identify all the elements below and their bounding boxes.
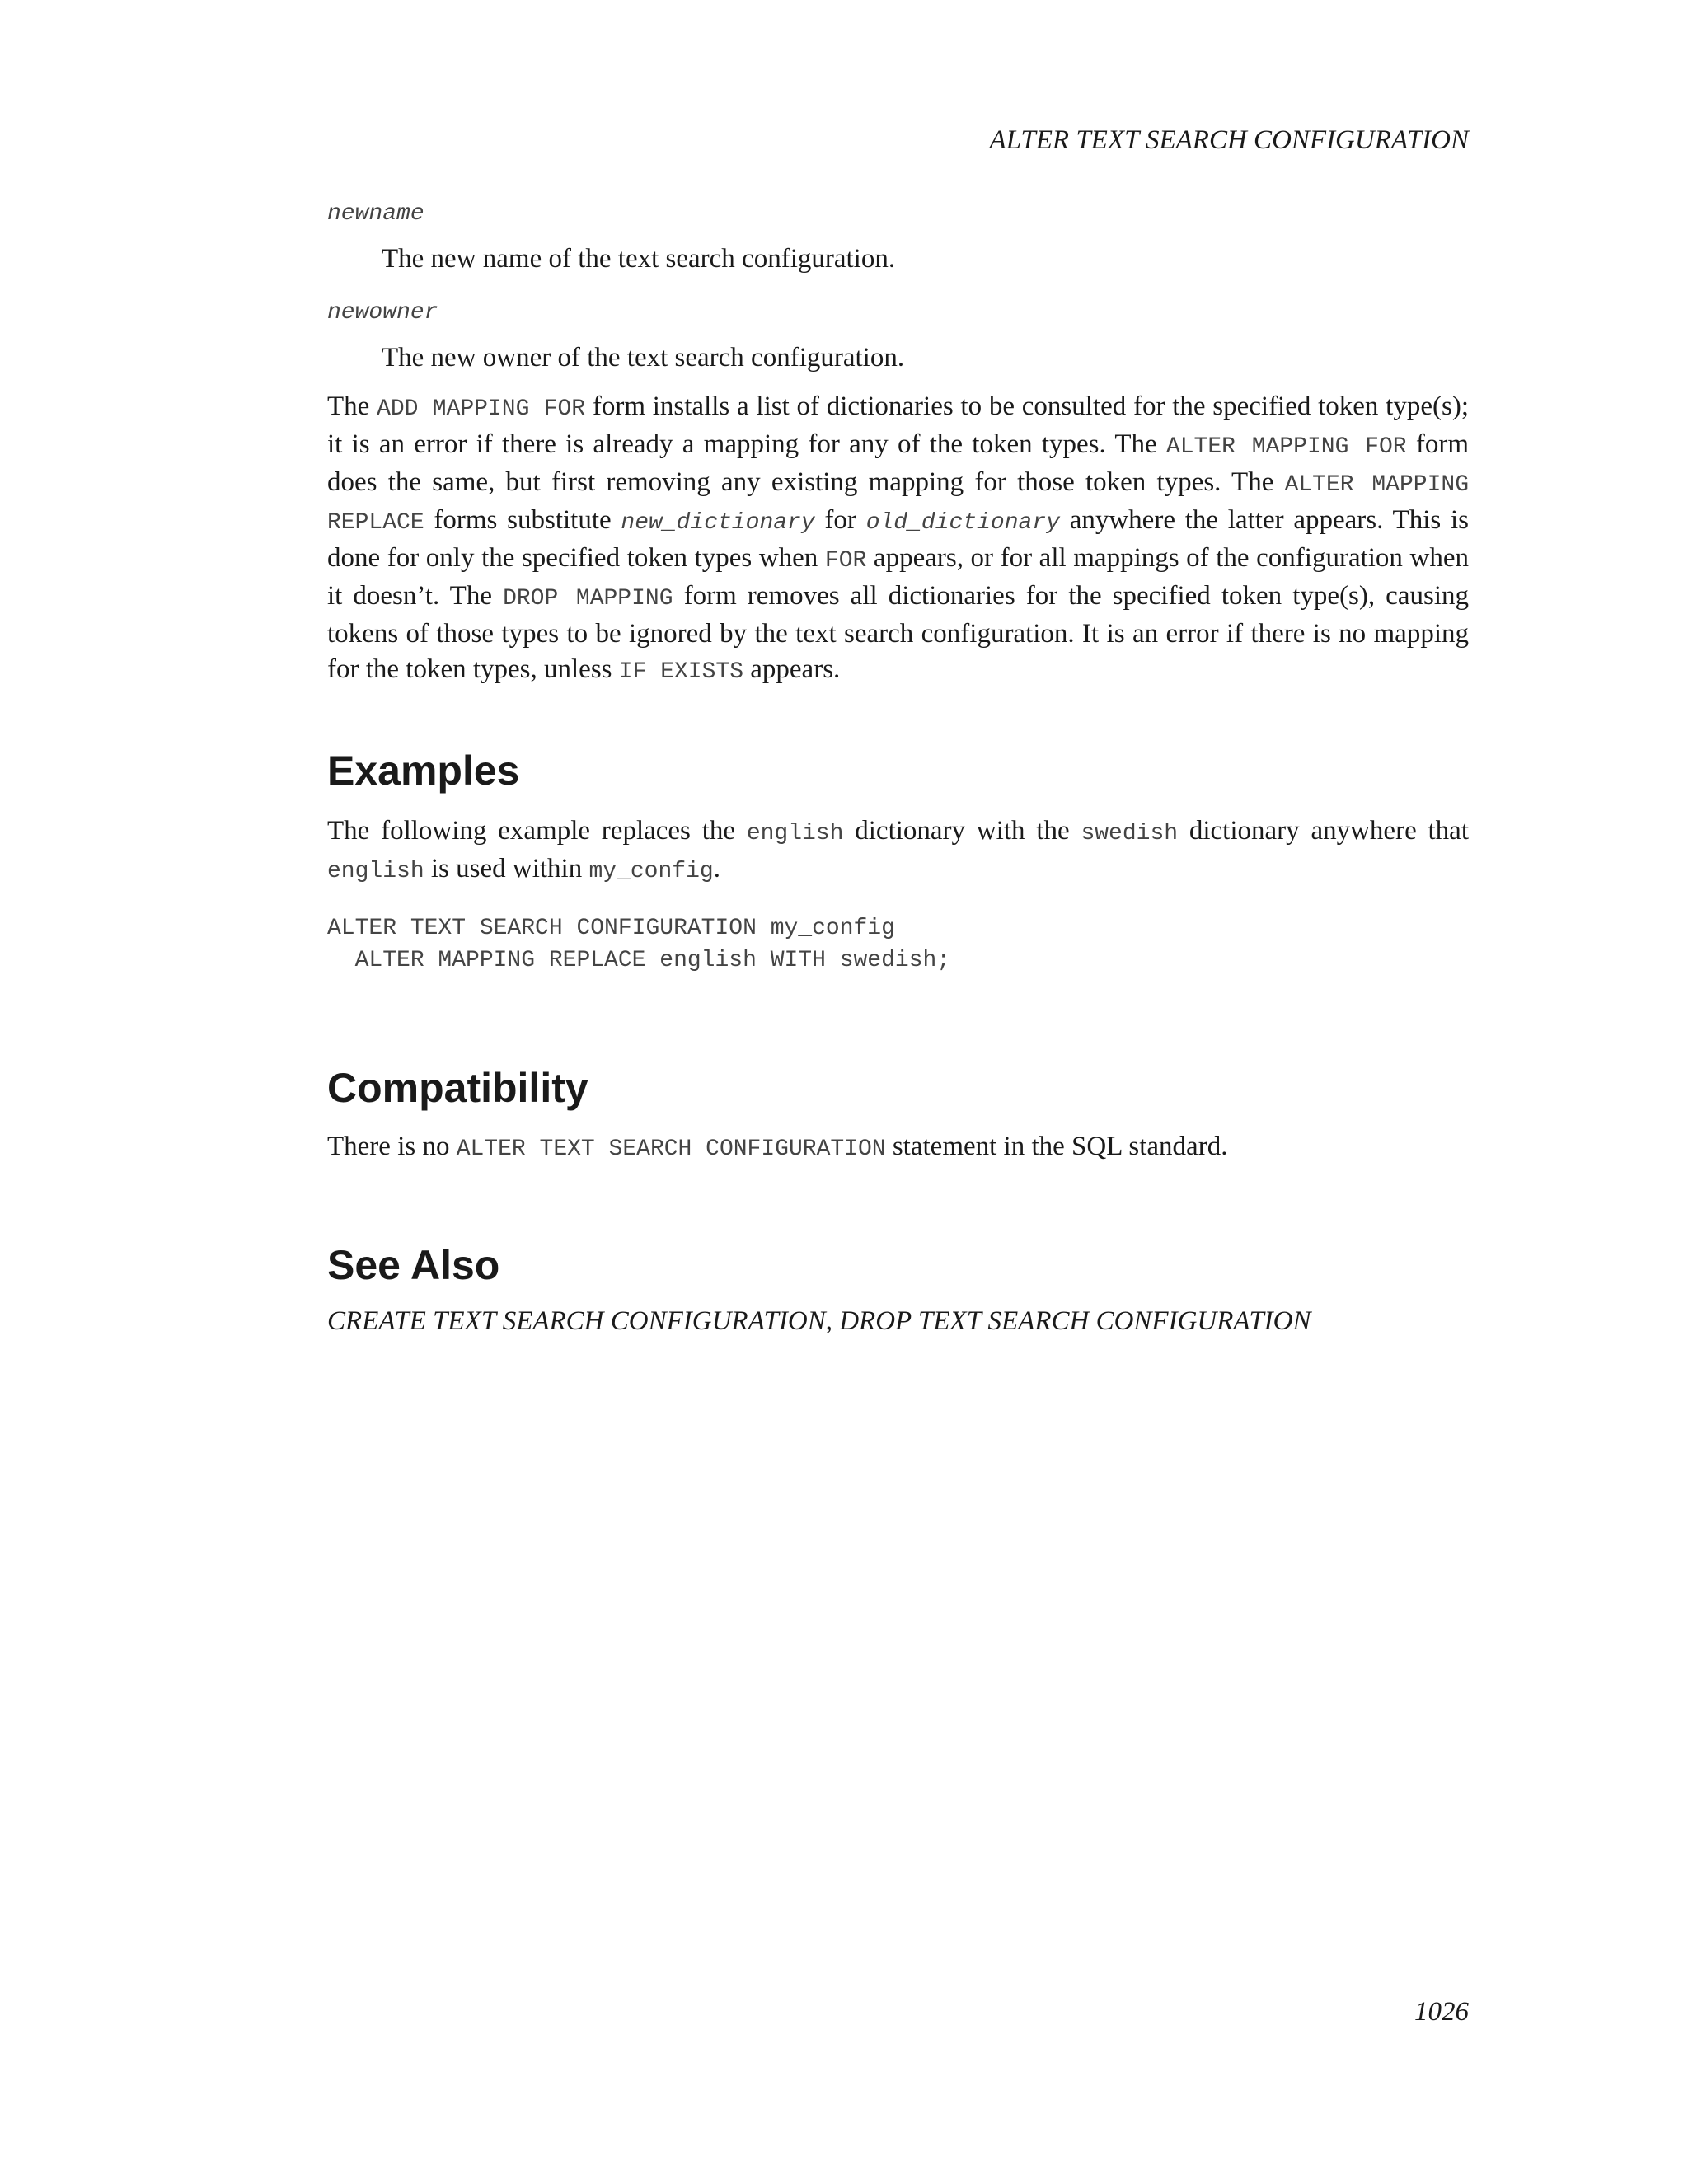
examples-heading: Examples [327, 748, 520, 794]
param-desc-newname: The new name of the text search configuration. [382, 244, 896, 274]
compatibility-heading: Compatibility [327, 1065, 588, 1111]
code-add-mapping-for: ADD MAPPING FOR [377, 396, 586, 422]
code-alter-mapping-for: ALTER MAPPING FOR [1165, 434, 1407, 460]
code-english: english [327, 859, 424, 884]
see-also-link-drop[interactable]: DROP TEXT SEARCH CONFIGURATION [839, 1306, 1311, 1336]
code-alter-text-search-configuration: ALTER TEXT SEARCH CONFIGURATION [456, 1137, 886, 1162]
param-term-newname: newname [327, 201, 424, 227]
see-also-heading: See Also [327, 1242, 500, 1288]
mapping-description-paragraph: The ADD MAPPING FOR form installs a list of dictionaries to be consulted for the specified token type(s); it is an error if there is already a mapping for any of the token types. The ALTER MAPPING FOR form does the same, but first removing any existing mapping for those token types. The ALTER MAPPING REPLACE forms substitute new_dictionary for old_dictionary anywhere the latter appears. This is done for only the specified token types when FOR appears, or for all mappings of the configuration when it doesn’t. The DROP MAPPING form removes all dictionaries for the specified token type(s), causing tokens of those types to be ignored by the text search configuration. It is an error if there is no mapping for the token types, unless IF EXISTS appears. [327, 391, 1470, 685]
compatibility-paragraph: There is no ALTER TEXT SEARCH CONFIGURATION statement in the SQL standard. [327, 1132, 1228, 1162]
code-for: FOR [824, 548, 867, 574]
page-number: 1026 [1414, 1997, 1469, 2027]
running-header: ALTER TEXT SEARCH CONFIGURATION [989, 125, 1469, 155]
code-my-config: my_config [588, 859, 714, 884]
examples-paragraph: The following example replaces the english dictionary with the swedish dictionary anywhere that english is used within my_config. [327, 816, 1469, 884]
see-also-links: CREATE TEXT SEARCH CONFIGURATION, DROP TEXT SEARCH CONFIGURATION [327, 1306, 1311, 1336]
param-term-newowner: newowner [327, 300, 438, 326]
code-old-dictionary: old_dictionary [865, 510, 1060, 536]
code-new-dictionary: new_dictionary [621, 510, 815, 536]
code-drop-mapping: DROP MAPPING [503, 586, 673, 612]
code-alter-mapping-replace: ALTER MAPPING REPLACE [327, 472, 1469, 536]
example-code-listing: ALTER TEXT SEARCH CONFIGURATION my_config ALTER MAPPING REPLACE english WITH swedish; [327, 916, 951, 973]
code-swedish: swedish [1081, 821, 1179, 846]
code-english: english [746, 821, 844, 846]
see-also-link-create[interactable]: CREATE TEXT SEARCH CONFIGURATION [327, 1306, 826, 1336]
param-desc-newowner: The new owner of the text search configuration. [382, 343, 905, 373]
code-if-exists: IF EXISTS [618, 659, 744, 685]
